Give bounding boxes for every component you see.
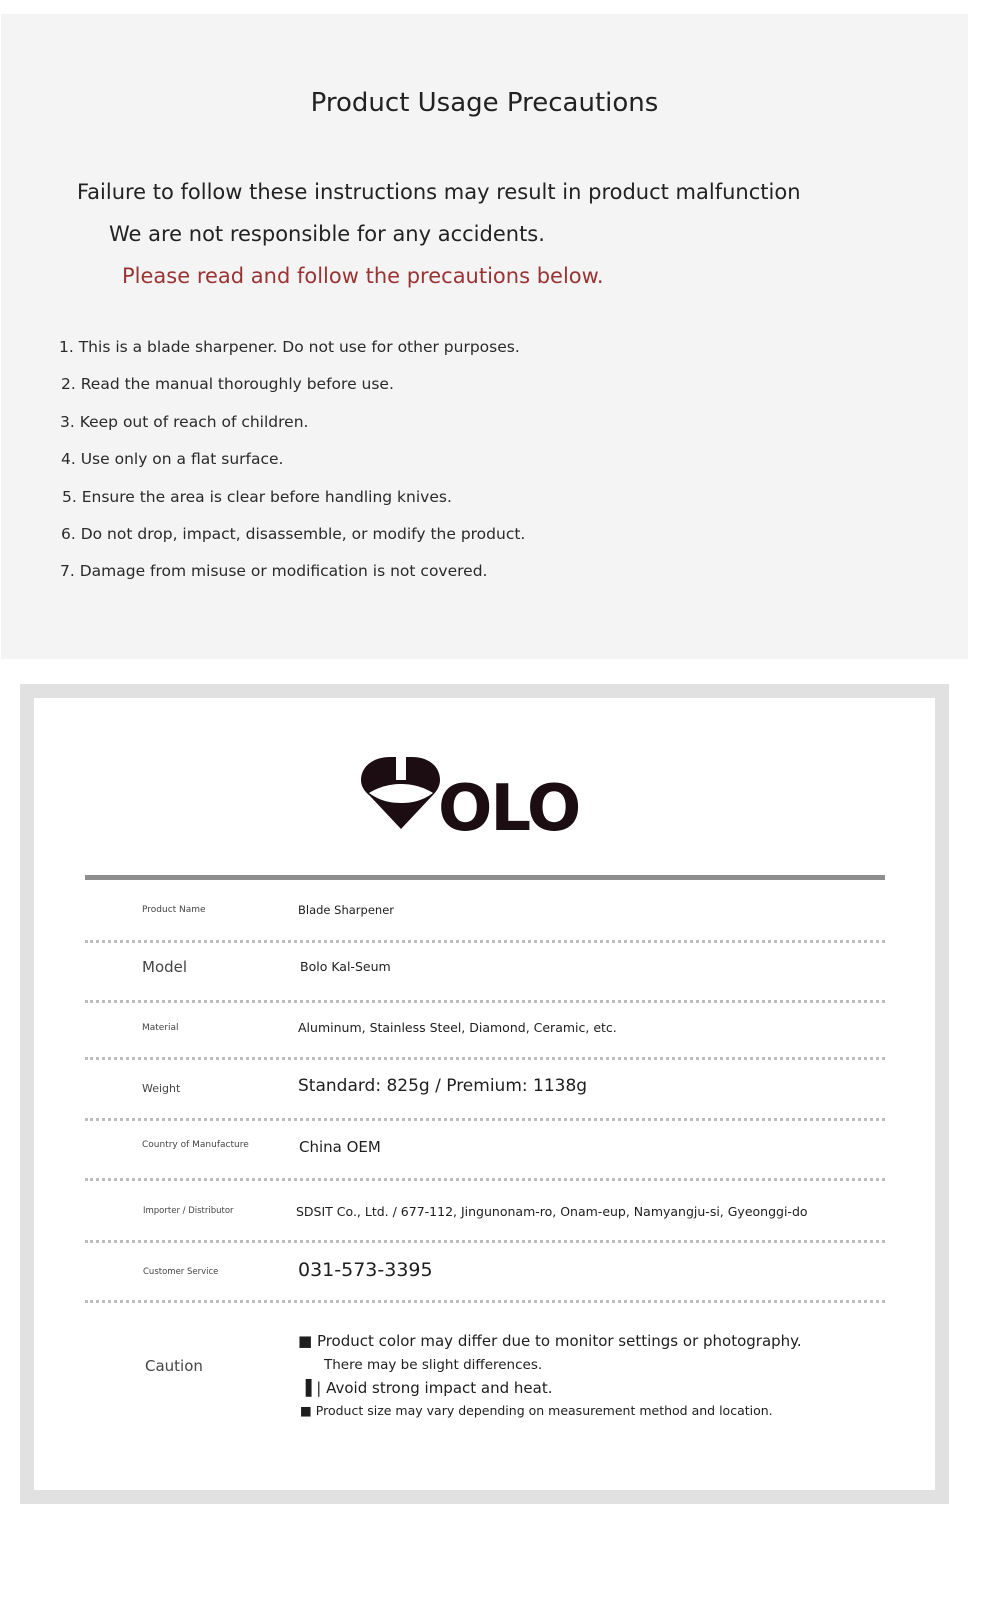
precaution-item-3: 3. Keep out of reach of children. (60, 413, 309, 431)
spec-row-divider (85, 1118, 885, 1121)
product-info-frame (20, 684, 949, 1504)
spec-value-weight: Standard: 825g / Premium: 1138g (298, 1076, 588, 1096)
precaution-item-1: 1. This is a blade sharpener. Do not use for other purposes. (59, 338, 520, 356)
intro-line-malfunction: Failure to follow these instructions may result in product malfunction (77, 180, 801, 204)
spec-row-divider (85, 1178, 885, 1181)
intro-line-responsibility: We are not responsible for any accidents. (109, 222, 545, 246)
spec-row-divider (85, 1000, 885, 1003)
spec-row-divider (85, 1300, 885, 1303)
precautions-section (1, 14, 968, 659)
spec-label-material: Material (142, 1023, 179, 1033)
precaution-item-7: 7. Damage from misuse or modification is not covered. (60, 562, 488, 580)
caution-line-differences: There may be slight differences. (324, 1357, 543, 1373)
spec-row-divider (85, 1057, 885, 1060)
product-info-card (34, 698, 935, 1490)
intro-line-read-precautions: Please read and follow the precautions below. (122, 264, 604, 288)
precaution-item-4: 4. Use only on a flat surface. (61, 450, 284, 468)
spec-row-divider (85, 1240, 885, 1243)
brand-logo (360, 756, 612, 836)
spec-label-product-name: Product Name (142, 905, 206, 915)
caution-line-impact: ▐ | Avoid strong impact and heat. (300, 1379, 553, 1397)
spec-value-model: Bolo Kal-Seum (300, 959, 391, 974)
precaution-item-6: 6. Do not drop, impact, disassemble, or modify the product. (61, 525, 526, 543)
precautions-title: Product Usage Precautions (310, 88, 659, 118)
spec-label-importer: Importer / Distributor (143, 1206, 234, 1216)
spec-table-top-rule (85, 875, 885, 880)
spec-value-importer: SDSIT Co., Ltd. / 677-112, Jingunonam-ro, Onam-eup, Namyangju-si, Gyeonggi-do (296, 1204, 808, 1219)
spec-label-weight: Weight (142, 1082, 181, 1095)
caution-line-size: ■ Product size may vary depending on measurement method and location. (300, 1403, 773, 1418)
spec-label-country: Country of Manufacture (142, 1140, 249, 1150)
precaution-item-2: 2. Read the manual thoroughly before use. (61, 375, 394, 393)
spec-value-material: Aluminum, Stainless Steel, Diamond, Ceramic, etc. (298, 1020, 617, 1035)
caution-label: Caution (145, 1357, 203, 1375)
caution-line-color: ■ Product color may differ due to monitor settings or photography. (298, 1332, 802, 1350)
logo-wordmark: OLO (438, 772, 580, 836)
precaution-item-5: 5. Ensure the area is clear before handling knives. (62, 488, 452, 506)
spec-row-divider (85, 940, 885, 943)
spec-value-country: China OEM (299, 1138, 381, 1156)
spec-value-customer-service: 031-573-3395 (298, 1259, 433, 1281)
spec-value-product-name: Blade Sharpener (298, 903, 394, 917)
spec-label-customer-service: Customer Service (143, 1267, 219, 1277)
spec-label-model: Model (142, 958, 188, 976)
logo-mark-icon (361, 757, 440, 829)
